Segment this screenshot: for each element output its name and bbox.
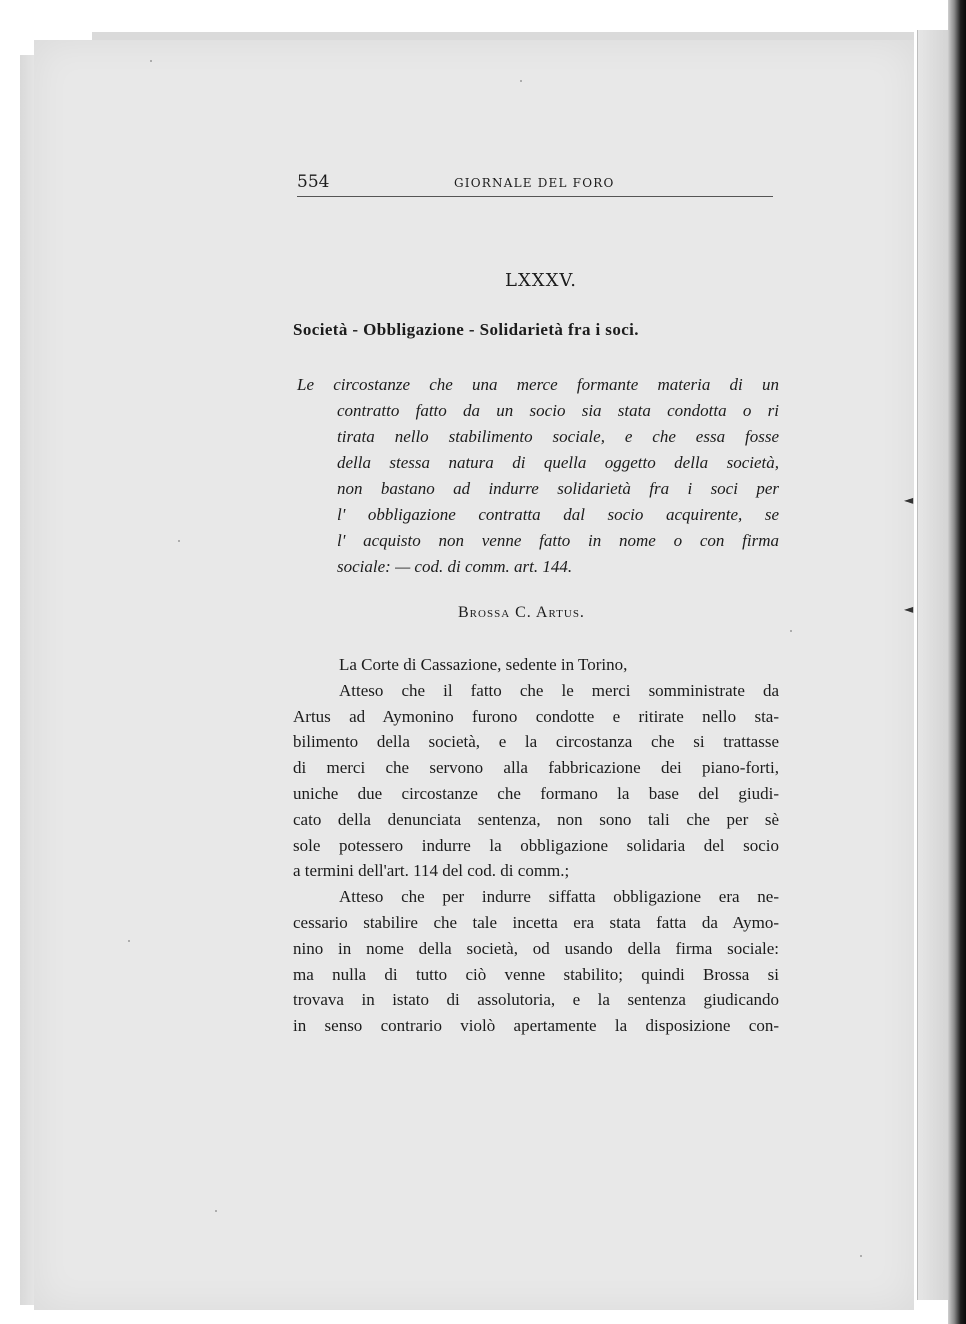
- body-line: uniche due circostanze che formano la base del giudi-: [293, 783, 779, 803]
- summary-line: della stessa natura di quella oggetto della società,: [337, 453, 779, 472]
- summary-line: Le circostanze che una merce formante materia di un: [297, 375, 779, 394]
- body-line: ma nulla di tutto ciò venne stabilito; quindi Brossa si: [293, 964, 779, 984]
- summary-line: sociale: — cod. di comm. art. 144.: [337, 557, 573, 576]
- body-line: sole potessero indurre la obbligazione solidaria del socio: [293, 835, 779, 855]
- summary-line: non bastano ad indurre solidarietà fra i soci per: [337, 479, 779, 498]
- subject-heading: Società - Obbligazione - Solidarietà fra i soci.: [293, 320, 639, 339]
- summary-line: contratto fatto da un socio sia stata condotta o ri: [337, 401, 779, 420]
- summary-line: l' obbligazione contratta dal socio acquirente, se: [337, 505, 779, 524]
- case-parties: Brossa C. Artus.: [458, 604, 585, 621]
- body-line: bilimento della società, e la circostanza che si trattasse: [293, 732, 779, 752]
- body-line: a termini dell'art. 114 del cod. di comm.;: [293, 861, 570, 881]
- body-line: La Corte di Cassazione, sedente in Torino,: [339, 655, 628, 674]
- case-summary: [297, 372, 779, 580]
- summary-line: tirata nello stabilimento sociale, e che essa fosse: [337, 427, 779, 446]
- margin-arrow-icon: ◄: [904, 493, 914, 507]
- body-line: di merci che servono alla fabbricazione dei piano-forti,: [293, 758, 779, 778]
- body-line: in senso contrario violò apertamente la disposizione con-: [293, 1016, 779, 1036]
- body-line: Artus ad Aymonino furono condotte e ritirate nello sta-: [293, 706, 779, 726]
- body-line: cato della denunciata sentenza, non sono tali che per sè: [293, 809, 779, 829]
- case-number: LXXXV.: [505, 270, 577, 291]
- body-line: nino in nome della società, od usando della firma sociale:: [293, 938, 779, 958]
- margin-arrow-icon: ◄: [904, 602, 914, 616]
- body-line: trovava in istato di assolutoria, e la sentenza giudicando: [293, 990, 779, 1010]
- decision-text: [293, 652, 779, 1039]
- header-rule: [297, 196, 773, 197]
- summary-line: l' acquisto non venne fatto in nome o con firma: [337, 531, 779, 550]
- body-line: Atteso che il fatto che le merci somministrate da: [339, 680, 779, 700]
- journal-title: GIORNALE DEL FORO: [454, 176, 615, 190]
- page-number: 554: [297, 172, 330, 192]
- running-head: [297, 170, 773, 194]
- body-line: Atteso che per indurre siffatta obbligazione era ne-: [339, 887, 779, 907]
- body-line: cessario stabilire che tale incetta era stata fatta da Aymo-: [293, 912, 779, 932]
